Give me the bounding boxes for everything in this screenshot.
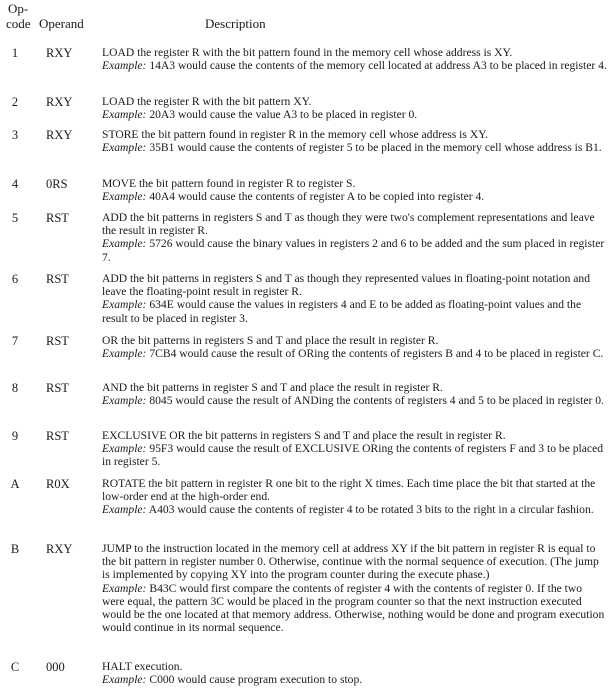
example-label: Example: bbox=[102, 298, 147, 312]
opcode-cell: 7 bbox=[11, 334, 19, 348]
description-cell bbox=[102, 477, 607, 517]
description-cell bbox=[102, 334, 607, 360]
description-text: LOAD the register R with the bit pattern found in the memory cell whose address is XY. bbox=[102, 46, 513, 59]
example-label: Example: bbox=[102, 503, 147, 517]
operand-cell: RXY bbox=[46, 46, 73, 60]
description-text: LOAD the register R with the bit pattern XY. bbox=[102, 95, 312, 108]
opcode-cell: 5 bbox=[11, 211, 19, 225]
description-text: ROTATE the bit pattern in register R one bit to the right X times. Each time place the bit that started at the low-order end at the high-order end. bbox=[102, 477, 596, 504]
opcode-cell: 1 bbox=[11, 46, 19, 60]
example-label: Example: bbox=[102, 190, 147, 204]
operand-cell: RST bbox=[46, 334, 69, 348]
description-text: ADD the bit patterns in registers S and T as though they represented values in floating-point notation and leave the floating-point result in register R. bbox=[102, 272, 591, 299]
operand-cell: RST bbox=[46, 272, 69, 286]
operand-cell: 000 bbox=[46, 660, 65, 674]
operand-cell: R0X bbox=[46, 477, 70, 491]
description-cell bbox=[102, 381, 607, 407]
opcode-cell: 9 bbox=[11, 429, 19, 443]
example-label: Example: bbox=[102, 59, 147, 73]
description-header: Description bbox=[205, 16, 266, 31]
operand-cell: RXY bbox=[46, 542, 73, 556]
description-text: ADD the bit patterns in registers S and T as though they were two's complement representations and leave the result in register R. bbox=[102, 211, 595, 238]
example-text: C000 would cause program execution to stop. bbox=[146, 673, 363, 687]
description-text: EXCLUSIVE OR the bit patterns in registers S and T and place the result in register R. bbox=[102, 429, 506, 442]
opcode-cell: 6 bbox=[11, 272, 19, 286]
operand-cell: RXY bbox=[46, 95, 73, 109]
description-text: MOVE the bit pattern found in register R to register S. bbox=[102, 177, 356, 190]
description-text: STORE the bit pattern found in register R in the memory cell whose address is XY. bbox=[102, 128, 488, 141]
operand-header: Operand bbox=[39, 16, 84, 31]
description-text: HALT execution. bbox=[102, 660, 183, 673]
example-text: 5726 would cause the binary values in registers 2 and 6 to be added and the sum placed in register 7. bbox=[102, 237, 605, 264]
description-text: AND the bit patterns in register S and T and place the result in register R. bbox=[102, 381, 443, 394]
example-text: B43C would first compare the contents of register 4 with the contents of register 0. If the two were equal, the pattern 3C would be placed in the program counter so that the next instruction executed would be the one located at that memory address. Otherwise, nothing would be done and program execution would continue in its normal sequence. bbox=[102, 581, 605, 635]
example-text: 35B1 would cause the contents of register 5 to be placed in the memory cell whose address is B1. bbox=[146, 141, 602, 155]
example-text: 8045 would cause the result of ANDing the contents of registers 4 and 5 to be placed in register 0. bbox=[146, 394, 604, 408]
description-cell bbox=[102, 177, 607, 203]
example-text: A403 would cause the contents of register 4 to be rotated 3 bits to the right in a circular fashion. bbox=[146, 503, 594, 517]
description-cell bbox=[102, 128, 607, 154]
operand-cell: RST bbox=[46, 381, 69, 395]
example-label: Example: bbox=[102, 581, 147, 595]
example-label: Example: bbox=[102, 141, 147, 155]
description-cell bbox=[102, 542, 607, 634]
opcode-cell: A bbox=[10, 477, 20, 491]
example-text: 40A4 would cause the contents of register A to be copied into register 4. bbox=[146, 190, 485, 204]
opcode-cell: 2 bbox=[11, 95, 19, 109]
example-label: Example: bbox=[102, 442, 147, 456]
description-cell bbox=[102, 211, 607, 264]
operand-cell: 0RS bbox=[46, 177, 68, 191]
example-text: 95F3 would cause the result of EXCLUSIVE ORing the contents of registers F and 3 to be placed in register 5. bbox=[102, 442, 604, 469]
opcode-cell: 8 bbox=[11, 381, 19, 395]
opcode-cell: 4 bbox=[11, 177, 19, 191]
opcode-cell: B bbox=[10, 542, 20, 556]
operand-cell: RXY bbox=[46, 128, 73, 142]
description-cell bbox=[102, 46, 607, 72]
table-header bbox=[0, 0, 615, 36]
example-label: Example: bbox=[102, 237, 147, 251]
example-text: 634E would cause the values in registers 4 and E to be added as floating-point values and the result to be placed in register 3. bbox=[102, 298, 582, 325]
operand-cell: RST bbox=[46, 211, 69, 225]
description-cell bbox=[102, 429, 607, 469]
description-text: JUMP to the instruction located in the memory cell at address XY if the bit pattern in register R is equal to the bit pattern in register number 0. Otherwise, continue with the normal sequence of execution. (The jump is implemented by copying XY into the program counter during the execute phase.) bbox=[102, 542, 599, 582]
operand-cell: RST bbox=[46, 429, 69, 443]
description-cell bbox=[102, 95, 607, 121]
example-label: Example: bbox=[102, 108, 147, 122]
opcode-header-line1: Op- bbox=[8, 1, 29, 16]
example-label: Example: bbox=[102, 347, 147, 361]
opcode-cell: 3 bbox=[11, 128, 19, 142]
description-text: OR the bit patterns in registers S and T and place the result in register R. bbox=[102, 334, 439, 347]
example-text: 7CB4 would cause the result of ORing the contents of registers B and 4 to be placed in register C. bbox=[146, 347, 604, 361]
opcode-header-line2: code bbox=[6, 16, 31, 31]
description-cell bbox=[102, 660, 607, 686]
example-text: 20A3 would cause the value A3 to be placed in register 0. bbox=[146, 108, 418, 122]
opcode-cell: C bbox=[10, 660, 20, 674]
example-label: Example: bbox=[102, 394, 147, 408]
example-text: 14A3 would cause the contents of the memory cell located at address A3 to be placed in register 4. bbox=[146, 59, 607, 73]
example-label: Example: bbox=[102, 673, 147, 687]
description-cell bbox=[102, 272, 607, 325]
